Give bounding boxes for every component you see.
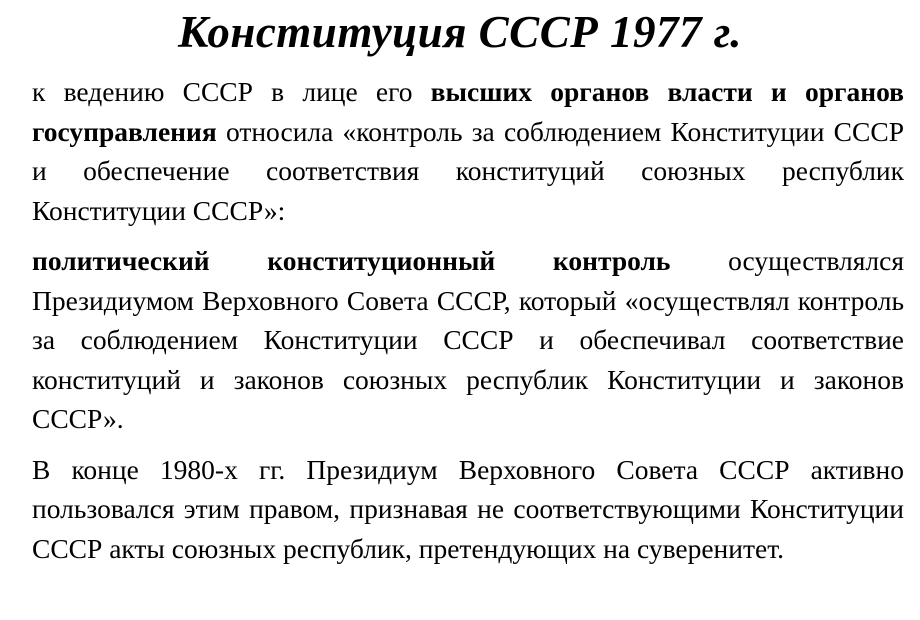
paragraph-text: к ведению СССР в лице его [32, 76, 431, 107]
paragraph-emphasis: политический конституционный контроль [32, 245, 671, 276]
paragraph-emphasis: высших органов власти и органов госуправления [32, 76, 904, 147]
paragraph-late-1980s [32, 450, 904, 569]
paragraph-text: относила «контроль за соблюдением Конституции СССР и обеспечение соответствия конституций союзных республик Конституции СССР»: [32, 115, 904, 226]
paragraph-competence [32, 72, 904, 230]
slide-title: Конституция СССР 1977 г. [178, 7, 742, 57]
paragraph-text: осуществлялся Президиумом Верховного Совета СССР, который «осуществлял контроль за соблюдением Конституции СССР и обеспечивал соответствие конституций и законов союзных республик Конституции и законов СССР». [32, 245, 905, 434]
slide-body [32, 72, 904, 579]
paragraph-political-control [32, 241, 904, 439]
paragraph-text: В конце 1980-х гг. Президиум Верховного Совета СССР активно пользовался этим правом, признавая не соответствующими Конституции СССР акты союзных республик, претендующих на суверенитет. [32, 453, 904, 564]
